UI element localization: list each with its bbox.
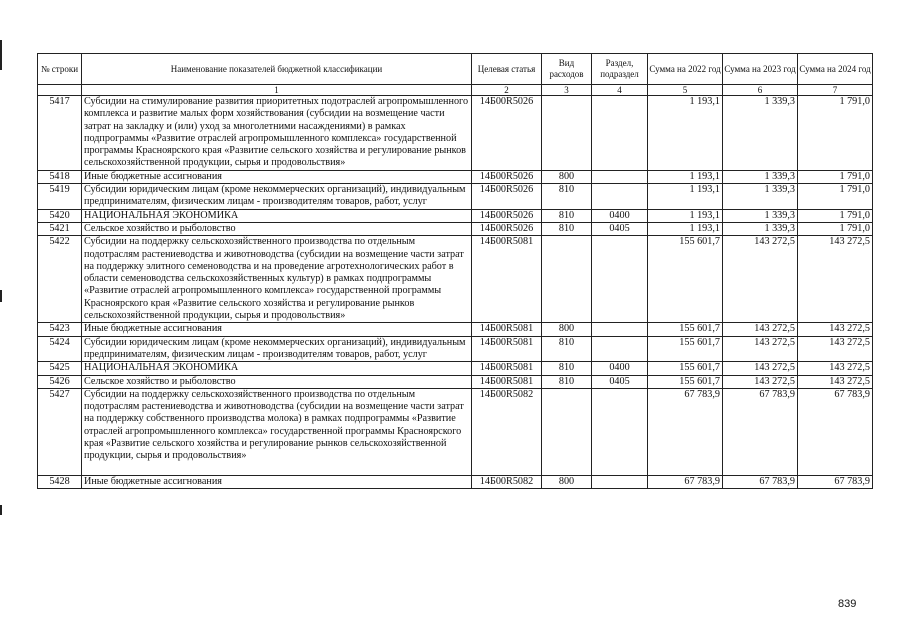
section-cell [592,336,648,362]
sum-2023-cell: 1 339,3 [723,184,798,210]
row-number-cell: 5422 [38,236,82,323]
sum-2023-cell: 143 272,5 [723,236,798,323]
sum-2024-cell: 67 783,9 [798,475,873,488]
indicator-name-cell: Субсидии на стимулирование развития приоритетных подотраслей агропромышленного комплекса и развитие малых форм хозяйствования (субсидии на возмещение части затрат на закладку и (или) уход за многолетними насаждениями) в рамках подпрограммы «Развитие отраслей агропромышленного комплекса» государственной программы Красноярского края «Развитие сельского хозяйства и регулирование рынков сельскохозяйственной продукции, сырья и продовольствия» [82,96,472,171]
target-article-cell: 14Б00R5082 [472,475,542,488]
sum-2023-cell: 143 272,5 [723,362,798,375]
expense-type-cell: 810 [542,362,592,375]
table-row [38,475,873,488]
indicator-name-cell: Иные бюджетные ассигнования [82,170,472,183]
sum-2024-cell: 1 791,0 [798,222,873,235]
expense-type-cell: 810 [542,184,592,210]
table-row [38,170,873,183]
sum-2023-cell: 1 339,3 [723,96,798,171]
header-row-number: № строки [38,54,82,85]
indicator-name-cell: Субсидии на поддержку сельскохозяйственного производства по отдельным подотраслям растениеводства и животноводства (субсидии на возмещение части затрат на поддержку собственного производства молока) в рамках подпрограммы «Развитие отраслей агропромышленного комплекса» государственной программы Красноярского края «Развитие сельского хозяйства и регулирование рынков сельскохозяйственной продукции, сырья и продовольствия» [82,388,472,475]
column-number: 2 [472,85,542,96]
target-article-cell: 14Б00R5082 [472,388,542,475]
sum-2022-cell: 155 601,7 [648,236,723,323]
expense-type-cell: 800 [542,170,592,183]
sum-2023-cell: 1 339,3 [723,209,798,222]
column-number-blank [38,85,82,96]
section-cell [592,236,648,323]
row-number-cell: 5425 [38,362,82,375]
budget-table [37,53,873,489]
sum-2023-cell: 143 272,5 [723,375,798,388]
target-article-cell: 14Б00R5081 [472,323,542,336]
row-number-cell: 5417 [38,96,82,171]
row-number-cell: 5427 [38,388,82,475]
expense-type-cell: 800 [542,323,592,336]
sum-2023-cell: 143 272,5 [723,323,798,336]
target-article-cell: 14Б00R5026 [472,170,542,183]
table-row [38,362,873,375]
sum-2023-cell: 67 783,9 [723,475,798,488]
expense-type-cell: 810 [542,222,592,235]
target-article-cell: 14Б00R5026 [472,184,542,210]
table-row [38,388,873,475]
header-row [38,54,873,85]
sum-2024-cell: 143 272,5 [798,336,873,362]
header-sum-2024: Сумма на 2024 год [798,54,873,85]
indicator-name-cell: НАЦИОНАЛЬНАЯ ЭКОНОМИКА [82,209,472,222]
sum-2022-cell: 155 601,7 [648,375,723,388]
section-cell [592,184,648,210]
table-row [38,323,873,336]
section-cell [592,475,648,488]
header-indicator-name: Наименование показателей бюджетной классификации [82,54,472,85]
sum-2024-cell: 1 791,0 [798,170,873,183]
target-article-cell: 14Б00R5081 [472,336,542,362]
indicator-name-cell: Сельское хозяйство и рыболовство [82,222,472,235]
section-cell: 0400 [592,209,648,222]
column-number: 5 [648,85,723,96]
target-article-cell: 14Б00R5026 [472,209,542,222]
table-row [38,222,873,235]
column-number: 3 [542,85,592,96]
indicator-name-cell: Субсидии юридическим лицам (кроме некоммерческих организаций), индивидуальным предпринимателям, физическим лицам - производителям товаров, работ, услуг [82,184,472,210]
indicator-name-cell: Субсидии юридическим лицам (кроме некоммерческих организаций), индивидуальным предпринимателям, физическим лицам - производителям товаров, работ, услуг [82,336,472,362]
section-cell: 0405 [592,222,648,235]
section-cell: 0405 [592,375,648,388]
table-row [38,209,873,222]
sum-2023-cell: 143 272,5 [723,336,798,362]
section-cell [592,170,648,183]
target-article-cell: 14Б00R5081 [472,362,542,375]
expense-type-cell: 810 [542,209,592,222]
expense-type-cell: 800 [542,475,592,488]
sum-2022-cell: 1 193,1 [648,184,723,210]
column-number: 6 [723,85,798,96]
header-sum-2023: Сумма на 2023 год [723,54,798,85]
row-number-cell: 5421 [38,222,82,235]
binding-mark [0,40,2,70]
section-cell [592,96,648,171]
expense-type-cell: 810 [542,336,592,362]
sum-2022-cell: 155 601,7 [648,323,723,336]
sum-2023-cell: 1 339,3 [723,222,798,235]
sum-2024-cell: 67 783,9 [798,388,873,475]
header-expense-type: Вид расходов [542,54,592,85]
row-number-cell: 5428 [38,475,82,488]
target-article-cell: 14Б00R5026 [472,96,542,171]
sum-2022-cell: 1 193,1 [648,222,723,235]
page-number: 839 [838,598,857,610]
column-number: 4 [592,85,648,96]
binding-mark [0,290,2,302]
binding-mark [0,505,2,515]
sum-2022-cell: 1 193,1 [648,209,723,222]
expense-type-cell [542,388,592,475]
sum-2023-cell: 67 783,9 [723,388,798,475]
sum-2022-cell: 155 601,7 [648,336,723,362]
header-sum-2022: Сумма на 2022 год [648,54,723,85]
section-cell: 0400 [592,362,648,375]
table-row [38,336,873,362]
indicator-name-cell: НАЦИОНАЛЬНАЯ ЭКОНОМИКА [82,362,472,375]
table-row [38,184,873,210]
indicator-name-cell: Сельское хозяйство и рыболовство [82,375,472,388]
expense-type-cell [542,96,592,171]
sum-2022-cell: 67 783,9 [648,475,723,488]
target-article-cell: 14Б00R5026 [472,222,542,235]
table-row [38,375,873,388]
column-number: 1 [82,85,472,96]
indicator-name-cell: Иные бюджетные ассигнования [82,475,472,488]
row-number-cell: 5418 [38,170,82,183]
row-number-cell: 5424 [38,336,82,362]
row-number-cell: 5423 [38,323,82,336]
header-section: Раздел, подраздел [592,54,648,85]
sum-2024-cell: 143 272,5 [798,236,873,323]
table-row [38,236,873,323]
sum-2024-cell: 1 791,0 [798,96,873,171]
sum-2022-cell: 1 193,1 [648,96,723,171]
sum-2024-cell: 143 272,5 [798,323,873,336]
sum-2024-cell: 143 272,5 [798,362,873,375]
header-target-article: Целевая статья [472,54,542,85]
sum-2023-cell: 1 339,3 [723,170,798,183]
column-number: 7 [798,85,873,96]
section-cell [592,323,648,336]
table-row [38,96,873,171]
sum-2024-cell: 1 791,0 [798,209,873,222]
row-number-cell: 5420 [38,209,82,222]
row-number-cell: 5419 [38,184,82,210]
sum-2024-cell: 1 791,0 [798,184,873,210]
expense-type-cell: 810 [542,375,592,388]
indicator-name-cell: Иные бюджетные ассигнования [82,323,472,336]
column-number-row [38,85,873,96]
target-article-cell: 14Б00R5081 [472,375,542,388]
sum-2024-cell: 143 272,5 [798,375,873,388]
sum-2022-cell: 67 783,9 [648,388,723,475]
expense-type-cell [542,236,592,323]
section-cell [592,388,648,475]
row-number-cell: 5426 [38,375,82,388]
indicator-name-cell: Субсидии на поддержку сельскохозяйственного производства по отдельным подотраслям растениеводства и животноводства (субсидии на возмещение части затрат на поддержку элитного семеноводства и на проведение агротехнологических работ в области семеноводства сельскохозяйственных культур) в рамках подпрограммы «Развитие отраслей агропромышленного комплекса» государственной программы Красноярского края «Развитие сельского хозяйства и регулирование рынков сельскохозяйственной продукции, сырья и продовольствия» [82,236,472,323]
sum-2022-cell: 155 601,7 [648,362,723,375]
sum-2022-cell: 1 193,1 [648,170,723,183]
target-article-cell: 14Б00R5081 [472,236,542,323]
